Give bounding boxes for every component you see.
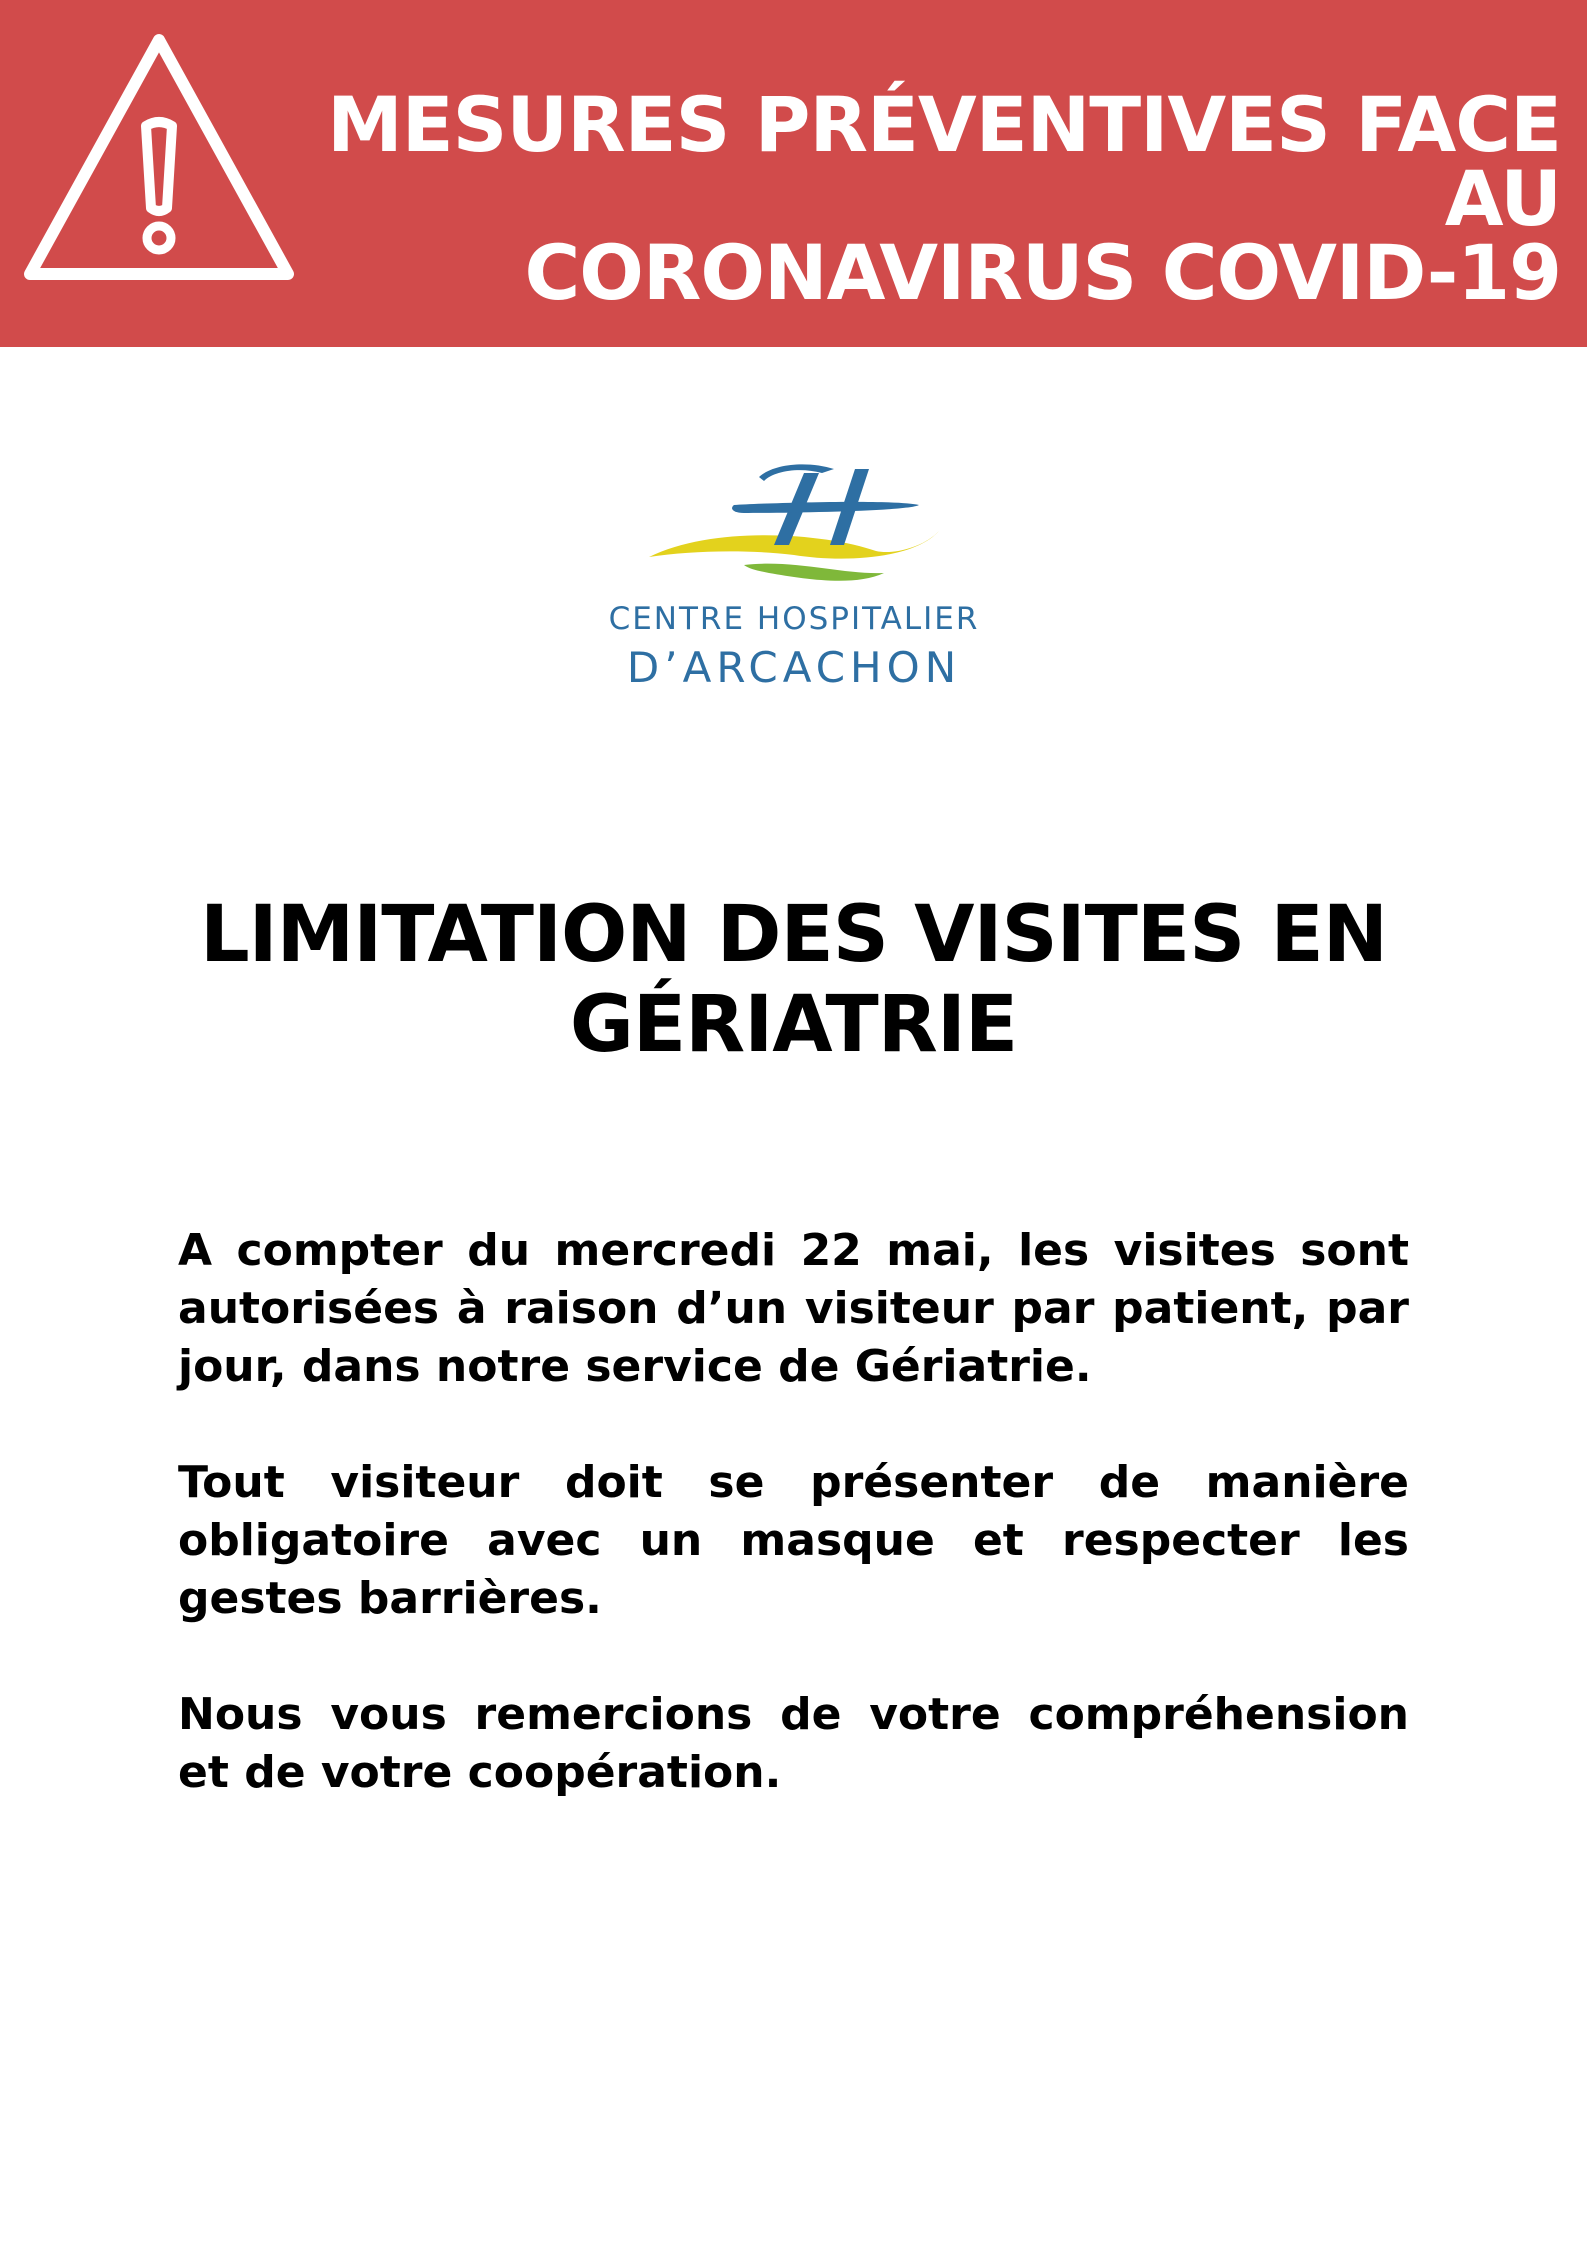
hospital-logo bbox=[594, 455, 994, 700]
header-banner bbox=[0, 0, 1587, 347]
hospital-h-logo-icon bbox=[594, 455, 994, 595]
page-title-line1: LIMITATION DES VISITES EN bbox=[199, 890, 1388, 980]
paragraph-visit-rules: A compter du mercredi 22 mai, les visites sont autorisées à raison d’un visiteur par patient, par jour, dans notre service de Gériatrie. bbox=[178, 1225, 1409, 1392]
banner-title bbox=[261, 80, 1561, 317]
banner-title-line1: MESURES PRÉVENTIVES FACE AU bbox=[327, 80, 1561, 243]
notice-body bbox=[178, 1222, 1409, 1860]
paragraph-mask-requirement: Tout visiteur doit se présenter de manière obligatoire avec un masque et respecter les gestes barrières. bbox=[178, 1457, 1409, 1624]
paragraph-thanks: Nous vous remercions de votre compréhension et de votre coopération. bbox=[178, 1689, 1409, 1798]
logo-text-line1: CENTRE HOSPITALIER bbox=[608, 601, 980, 637]
page-title bbox=[100, 890, 1487, 1070]
logo-text-line2: D’ARCACHON bbox=[626, 643, 962, 692]
warning-triangle-icon bbox=[18, 28, 300, 286]
page-title-line2: GÉRIATRIE bbox=[569, 980, 1018, 1070]
banner-title-line2: CORONAVIRUS COVID-19 bbox=[524, 228, 1561, 317]
